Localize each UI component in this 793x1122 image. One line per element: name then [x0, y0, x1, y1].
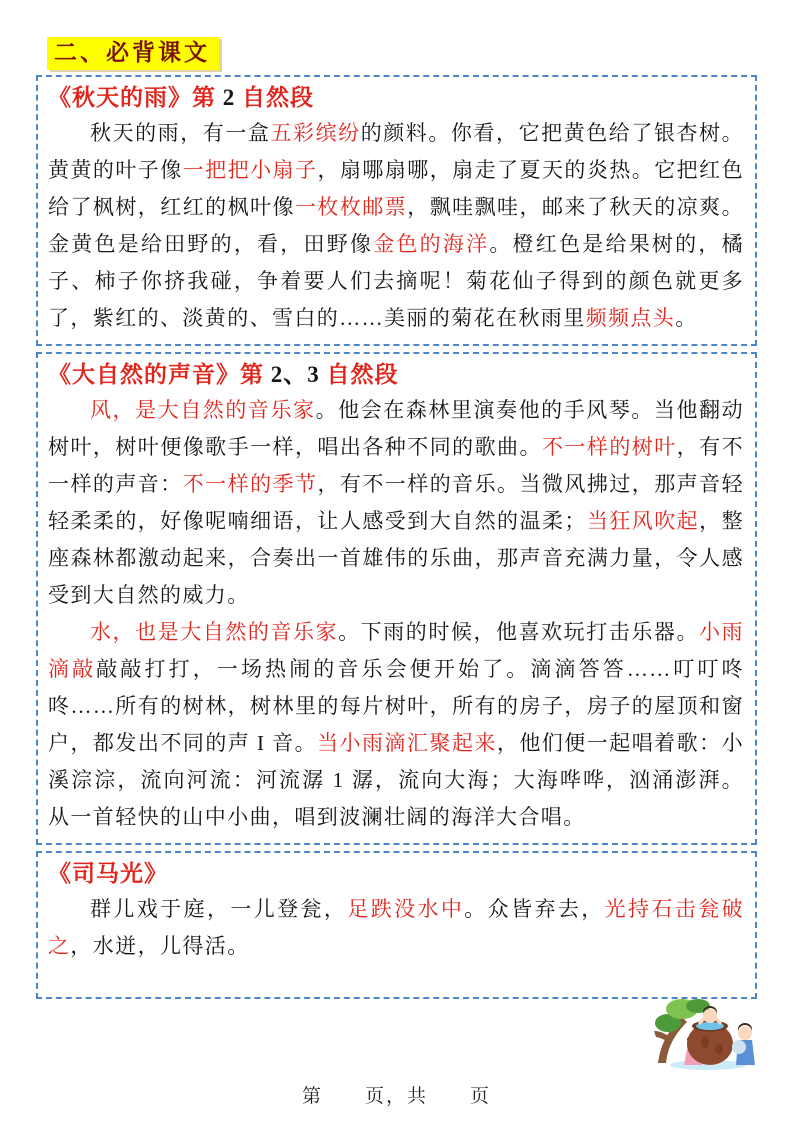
tree-branch-shape [654, 1031, 670, 1042]
passage-title [48, 80, 744, 115]
vat-spot-shape [701, 1036, 709, 1048]
text-run: ，他们便一起唱着歌：小溪淙淙，流向河流：河流潺 1 潺，流向大海；大海哗哗，汹涌澎湃。从一首轻快的山中小曲，唱到波澜壮阔的海洋大合唱。 [48, 731, 744, 829]
page-footer [0, 1081, 793, 1108]
text-run: 频频点头 [585, 306, 676, 330]
text-run: 金色的海洋 [373, 232, 490, 256]
sima-guang-illustration [646, 997, 764, 1071]
text-run: 敲敲打打，一场热闹的音乐会便开始了。滴滴答答……叮叮咚咚……所有的树林，树林里的每片树叶，所有的房子，房子的屋顶和窗户，都发出不同的声 I 音。 [48, 657, 744, 755]
text-run: 。他会在森林里演奏他的手风琴。当他翻动树叶，树叶便像歌手一样，唱出各种不同的歌曲。 [48, 398, 744, 459]
text-run: 不一样的季节 [182, 472, 318, 496]
text-run: 的颜料。你看，它把黄色给了银杏树。黄黄的叶子像 [48, 121, 744, 182]
text-run: 第 [192, 85, 223, 110]
child-in-vat-head [703, 1009, 717, 1023]
text-run: 足跌没水中 [347, 897, 465, 921]
text-run: ，有不一样的音乐。当微风拂过，那声音轻轻柔柔的，好像呢喃细语，让人感受到大自然的温柔； [48, 472, 744, 533]
text-run: 第 [240, 362, 271, 387]
passage-box [36, 851, 757, 999]
text-run: 一枚枚邮票 [294, 195, 408, 219]
text-run: 水，也是大自然的音乐家 [90, 620, 339, 644]
passage-title [48, 357, 744, 392]
text-run: 《司马光》 [48, 861, 168, 886]
passage-box [36, 352, 757, 845]
text-run: 自然段 [242, 85, 314, 110]
text-run: ，飘哇飘哇，邮来了秋天的凉爽。金黄色是给田野的，看，田野像 [48, 195, 744, 256]
passage-paragraph [48, 392, 744, 614]
text-run: 当小雨滴汇聚起来 [317, 731, 497, 755]
text-run: 当狂风吹起 [586, 509, 700, 533]
section-heading-badge [47, 37, 219, 70]
passage-paragraph [48, 614, 744, 836]
passage-paragraph [48, 115, 744, 337]
text-run: ，有不一样的声音： [48, 435, 744, 496]
text-run: 《大自然的声音》 [48, 362, 240, 387]
text-run: ，扇哪扇哪，扇走了夏天的炎热。它把红色给了枫树，红红的枫叶像 [48, 158, 744, 219]
text-run: 群儿戏于庭，一儿登瓮， [90, 897, 348, 921]
page-footer-label: 第 页，共 页 [301, 1086, 491, 1107]
passage-paragraph [48, 891, 744, 965]
text-run: ，水迸，儿得活。 [70, 934, 250, 958]
stone-shape [732, 1040, 746, 1054]
text-run: 光持石击瓮破之 [48, 897, 744, 958]
section-heading-label: 二、必背课文 [54, 40, 210, 65]
text-run: 。众皆弃去， [464, 897, 605, 921]
text-run: 一把把小扇子 [182, 158, 318, 182]
text-run: 自然段 [326, 362, 399, 387]
text-run: 风，是大自然的音乐家 [90, 398, 316, 422]
child-right-head [738, 1026, 752, 1040]
text-run: 不一样的树叶 [541, 435, 677, 459]
text-run: 2、3 [270, 362, 327, 387]
vat-spot-shape [715, 1044, 723, 1054]
passage-title [48, 856, 744, 891]
text-run: 秋天的雨，有一盒 [90, 121, 271, 145]
text-run: ，整座森林都激动起来，合奏出一首雄伟的乐曲，那声音充满力量，令人感受到大自然的威力。 [48, 509, 744, 607]
text-run: 2 [222, 85, 242, 110]
text-run: 《秋天的雨》 [48, 85, 192, 110]
text-run: 。 [675, 306, 698, 330]
passages [36, 75, 757, 1005]
passage-box [36, 75, 757, 346]
text-run: 。橙红色是给果树的，橘子、柿子你挤我碰，争着要人们去摘呢！菊花仙子得到的颜色就更多了，紫红的、淡黄的、雪白的……美丽的菊花在秋雨里 [48, 232, 744, 330]
text-run: 。下雨的时候，他喜欢玩打击乐器。 [338, 620, 700, 644]
text-run: 小雨滴敲 [48, 620, 744, 681]
text-run: 五彩缤纷 [270, 121, 361, 145]
